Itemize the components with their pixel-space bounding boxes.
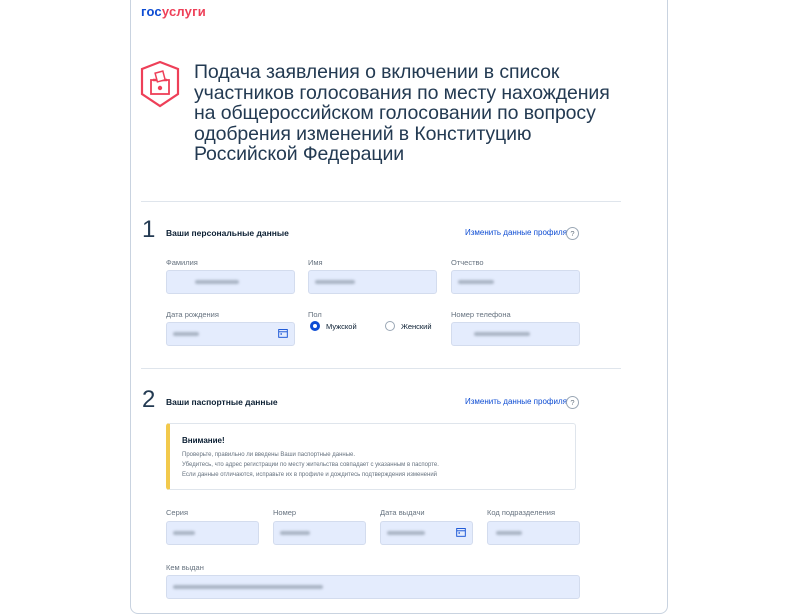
edit-profile-link-1[interactable]: Изменить данные профиля bbox=[465, 228, 567, 237]
label-gender: Пол bbox=[308, 310, 322, 319]
section-title-personal: Ваши персональные данные bbox=[166, 228, 289, 238]
redacted-value bbox=[474, 332, 530, 336]
label-patronymic: Отчество bbox=[451, 258, 484, 267]
divider bbox=[141, 201, 621, 202]
issued-by-field[interactable] bbox=[166, 575, 580, 599]
notice-line: Проверьте, правильно ли введены Ваши паспортные данные. bbox=[182, 452, 356, 458]
label-phone: Номер телефона bbox=[451, 310, 511, 319]
label-birth-date: Дата рождения bbox=[166, 310, 219, 319]
notice-box bbox=[166, 423, 576, 490]
gender-radio-female[interactable] bbox=[385, 321, 395, 331]
logo-part-gos: гос bbox=[141, 4, 162, 19]
redacted-value bbox=[280, 531, 310, 535]
label-name: Имя bbox=[308, 258, 323, 267]
passport-number-field[interactable] bbox=[273, 521, 366, 545]
redacted-value bbox=[195, 280, 239, 284]
redacted-value bbox=[458, 280, 494, 284]
gosuslugi-logo[interactable] bbox=[141, 4, 206, 19]
gender-label-female[interactable]: Женский bbox=[401, 322, 432, 331]
notice-line: Убедитесь, что адрес регистрации по месту жительства совпадает с указанным в паспорте. bbox=[182, 462, 439, 468]
label-number: Номер bbox=[273, 508, 297, 517]
label-issue-date: Дата выдачи bbox=[380, 508, 425, 517]
label-series: Серия bbox=[166, 508, 189, 517]
divider bbox=[141, 368, 621, 369]
redacted-value bbox=[173, 531, 195, 535]
dept-code-field[interactable] bbox=[487, 521, 580, 545]
birth-date-field[interactable] bbox=[166, 322, 295, 346]
surname-field[interactable] bbox=[166, 270, 295, 294]
notice-line: Если данные отличаются, исправьте их в профиле и дождитесь подтверждения изменений bbox=[182, 472, 438, 478]
gender-label-male[interactable]: Мужской bbox=[326, 322, 357, 331]
page-title: Подача заявления о включении в список участников голосования по месту нахождения на общероссийском голосовании по вопросу одобрения изменений в Конституцию Российской Федерации bbox=[194, 61, 610, 165]
ballot-box-emblem-icon bbox=[138, 60, 182, 108]
logo-part-uslugi: услуги bbox=[161, 4, 206, 19]
redacted-value bbox=[315, 280, 355, 284]
notice-title: Внимание! bbox=[182, 436, 225, 445]
phone-field[interactable] bbox=[451, 322, 580, 346]
issue-date-field[interactable] bbox=[380, 521, 473, 545]
name-field[interactable] bbox=[308, 270, 437, 294]
section-title-passport: Ваши паспортные данные bbox=[166, 397, 278, 407]
redacted-value bbox=[387, 531, 425, 535]
gender-radio-male[interactable] bbox=[310, 321, 320, 331]
step-number-1: 1 bbox=[142, 216, 156, 243]
label-dept-code: Код подразделения bbox=[487, 508, 556, 517]
redacted-value bbox=[496, 531, 522, 535]
calendar-icon[interactable] bbox=[456, 527, 466, 537]
redacted-value bbox=[173, 332, 199, 336]
edit-profile-link-2[interactable]: Изменить данные профиля bbox=[465, 397, 567, 406]
redacted-value bbox=[173, 585, 323, 589]
step-number-2: 2 bbox=[142, 386, 156, 413]
series-field[interactable] bbox=[166, 521, 259, 545]
calendar-icon[interactable] bbox=[278, 328, 288, 338]
patronymic-field[interactable] bbox=[451, 270, 580, 294]
label-surname: Фамилия bbox=[166, 258, 198, 267]
help-icon[interactable]: ? bbox=[566, 227, 579, 240]
help-icon[interactable]: ? bbox=[566, 396, 579, 409]
label-issued-by: Кем выдан bbox=[166, 563, 204, 572]
